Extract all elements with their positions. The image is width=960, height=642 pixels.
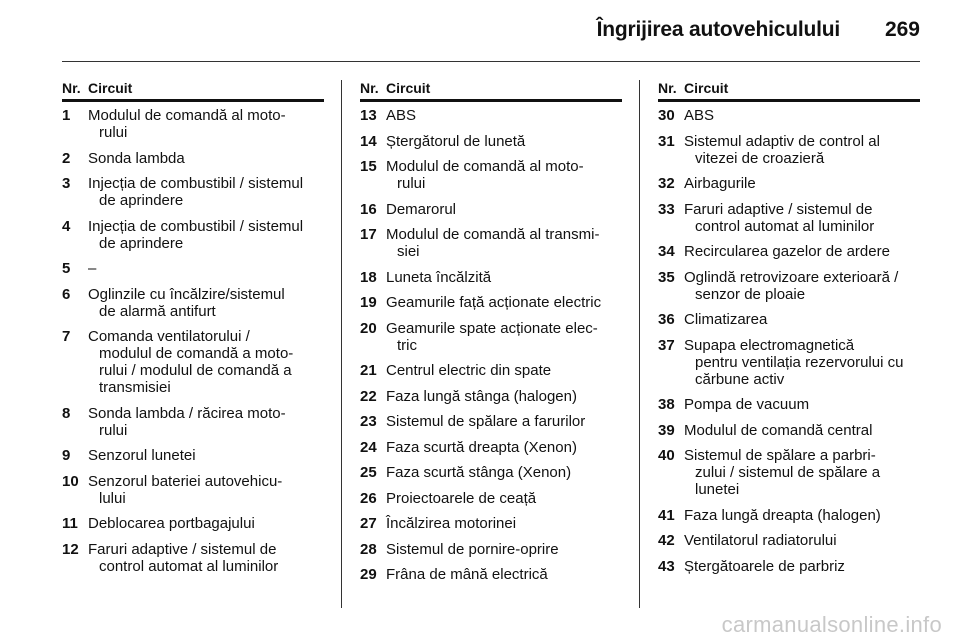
circuit-number: 16 (360, 200, 377, 218)
column-divider (341, 80, 342, 608)
description-line: Senzorul lunetei (88, 447, 196, 464)
circuit-number: 8 (62, 404, 71, 422)
table-row (62, 150, 324, 167)
description-line: Ventilatorul radiatorului (684, 532, 837, 549)
circuit-number: 41 (658, 506, 675, 524)
circuit-number: 5 (62, 260, 71, 277)
description-line: senzor de ploaie (695, 285, 806, 303)
circuit-number: 12 (62, 540, 79, 558)
circuit-number: 11 (62, 515, 78, 532)
circuit-number: 20 (360, 319, 377, 337)
circuit-description (386, 320, 622, 354)
description-line: control automat al luminilor (695, 217, 875, 235)
circuit-number: 36 (658, 311, 675, 328)
watermark: carmanualsonline.info (721, 612, 942, 637)
description-line: Senzorul bateriei autovehicu- (88, 472, 283, 490)
table-row (360, 201, 622, 218)
description-line: Sistemul adaptiv de control al (684, 132, 880, 150)
circuit-description (684, 507, 920, 524)
circuit-description (386, 439, 622, 456)
circuit-description (386, 158, 622, 192)
fuse-table-column-3 (658, 80, 920, 583)
table-row (658, 396, 920, 413)
circuit-description (684, 133, 920, 167)
circuit-description (386, 269, 622, 286)
circuit-description (88, 473, 324, 507)
table-row (62, 107, 324, 141)
description-line: lului (99, 489, 126, 507)
table-row (62, 286, 324, 320)
circuit-description (88, 405, 324, 439)
description-line: control automat al luminilor (99, 557, 279, 575)
description-line: rului (397, 175, 426, 192)
circuit-description (684, 311, 920, 328)
circuit-description (88, 515, 324, 532)
table-row (360, 226, 622, 260)
header-circuit: Circuit (684, 80, 729, 96)
circuit-description (684, 422, 920, 439)
circuit-description (684, 447, 920, 498)
description-line: Injecția de combustibil / sistemul (88, 217, 304, 235)
description-line: transmisiei (99, 379, 171, 396)
circuit-description (684, 337, 920, 388)
description-line: rului (99, 421, 128, 439)
circuit-number: 6 (62, 285, 71, 303)
circuit-number: 27 (360, 515, 377, 532)
description-line: Sonda lambda / răcirea moto- (88, 404, 286, 422)
circuit-number: 7 (62, 328, 71, 345)
circuit-number: 37 (658, 336, 675, 354)
table-row (360, 133, 622, 150)
table-header (658, 80, 920, 102)
table-row (360, 107, 622, 124)
description-line: Sistemul de pornire-oprire (386, 540, 559, 558)
table-row (658, 243, 920, 260)
table-rows (62, 102, 324, 575)
circuit-number: 35 (658, 268, 675, 286)
description-line: Sonda lambda (88, 149, 185, 167)
description-line: siei (397, 243, 420, 260)
circuit-description (386, 107, 622, 124)
circuit-number: 26 (360, 489, 377, 507)
circuit-number: 25 (360, 464, 377, 481)
circuit-description (88, 175, 324, 209)
header-circuit: Circuit (386, 80, 431, 96)
description-line: Ștergătoarele de parbriz (684, 557, 845, 575)
description-line: Faruri adaptive / sistemul de (684, 200, 873, 218)
circuit-description (88, 328, 324, 396)
circuit-number: 40 (658, 447, 675, 464)
circuit-number: 21 (360, 362, 377, 379)
table-row (62, 541, 324, 575)
description-line: Modulul de comandă al moto- (88, 107, 286, 124)
circuit-description (684, 558, 920, 575)
header-nr: Nr. (658, 80, 677, 96)
circuit-number: 9 (62, 447, 71, 464)
circuit-description (386, 413, 622, 430)
circuit-number: 33 (658, 200, 675, 218)
circuit-description (88, 260, 324, 277)
header-circuit: Circuit (88, 80, 133, 96)
description-line: Faza lungă stânga (halogen) (386, 387, 577, 405)
table-row (360, 490, 622, 507)
circuit-number: 2 (62, 149, 71, 167)
description-line: rului (99, 124, 128, 141)
table-row (658, 422, 920, 439)
circuit-description (386, 464, 622, 481)
circuit-number: 38 (658, 396, 675, 413)
table-row (360, 464, 622, 481)
description-line: rului / modulul de comandă a (99, 362, 292, 379)
circuit-number: 14 (360, 132, 377, 150)
description-line: Modulul de comandă al moto- (386, 158, 584, 175)
description-line: Faza scurtă stânga (Xenon) (386, 464, 572, 481)
circuit-description (386, 201, 622, 218)
circuit-number: 17 (360, 226, 377, 243)
circuit-number: 39 (658, 421, 675, 439)
table-row (658, 201, 920, 235)
circuit-number: 43 (658, 557, 675, 575)
table-row (62, 447, 324, 464)
circuit-number: 32 (658, 175, 675, 192)
circuit-number: 29 (360, 566, 377, 583)
circuit-number: 10 (62, 472, 79, 490)
description-line: Sistemul de spălare a parbri- (684, 447, 876, 464)
circuit-number: 19 (360, 294, 377, 311)
table-row (62, 328, 324, 396)
circuit-description (684, 269, 920, 303)
description-line: Climatizarea (684, 311, 768, 328)
description-line: Oglindă retrovizoare exterioară / (684, 268, 899, 286)
table-row (658, 269, 920, 303)
section-title: Îngrijirea autovehiculului (596, 18, 840, 41)
description-line: Faza scurtă dreapta (Xenon) (386, 438, 577, 456)
description-line: Ștergătorul de lunetă (386, 132, 526, 150)
description-line: vitezei de croazieră (695, 149, 825, 167)
header-divider (62, 61, 920, 62)
description-line: Injecția de combustibil / sistemul (88, 175, 304, 192)
circuit-description (88, 286, 324, 320)
circuit-number: 34 (658, 243, 675, 260)
description-line: lunetei (695, 481, 740, 498)
description-line: Comanda ventilatorului / (88, 328, 250, 345)
circuit-description (684, 175, 920, 192)
circuit-description (88, 541, 324, 575)
description-line: Supapa electromagnetică (684, 336, 855, 354)
circuit-description (386, 541, 622, 558)
description-line: Luneta încălzită (386, 268, 492, 286)
description-line: Recircularea gazelor de ardere (684, 243, 890, 260)
table-row (360, 320, 622, 354)
circuit-number: 13 (360, 107, 377, 124)
circuit-number: 18 (360, 268, 377, 286)
table-row (360, 413, 622, 430)
description-line: – (88, 260, 97, 277)
description-line: Proiectoarele de ceață (386, 489, 537, 507)
description-line: Pompa de vacuum (684, 396, 810, 413)
circuit-number: 23 (360, 413, 377, 430)
table-row (360, 439, 622, 456)
circuit-description (88, 107, 324, 141)
table-row (62, 473, 324, 507)
circuit-description (684, 201, 920, 235)
description-line: Încălzirea motorinei (386, 515, 517, 532)
table-row (360, 388, 622, 405)
circuit-number: 4 (62, 217, 71, 235)
circuit-description (684, 396, 920, 413)
circuit-number: 28 (360, 540, 377, 558)
description-line: Modulul de comandă al transmi- (386, 226, 600, 243)
description-line: Faruri adaptive / sistemul de (88, 540, 277, 558)
fuse-table-column-2 (360, 80, 622, 592)
table-row (62, 260, 324, 277)
description-line: Centrul electric din spate (386, 362, 552, 379)
description-line: Airbagurile (684, 175, 756, 192)
description-line: de aprindere (99, 234, 184, 252)
description-line: Modulul de comandă central (684, 421, 873, 439)
table-row (658, 447, 920, 498)
table-row (658, 133, 920, 167)
description-line: ABS (684, 107, 715, 124)
circuit-number: 3 (62, 175, 71, 192)
table-row (62, 515, 324, 532)
page-number: 269 (884, 18, 920, 41)
description-line: Geamurile spate acționate elec- (386, 319, 598, 337)
circuit-description (386, 490, 622, 507)
table-row (658, 337, 920, 388)
table-row (658, 107, 920, 124)
circuit-description (386, 566, 622, 583)
description-line: Deblocarea portbagajului (88, 515, 255, 532)
table-row (658, 532, 920, 549)
circuit-description (684, 243, 920, 260)
table-row (658, 507, 920, 524)
table-row (360, 269, 622, 286)
table-header (62, 80, 324, 102)
circuit-description (386, 362, 622, 379)
table-row (360, 541, 622, 558)
circuit-description (88, 150, 324, 167)
circuit-description (684, 532, 920, 549)
description-line: cărbune activ (695, 370, 785, 388)
table-row (658, 175, 920, 192)
description-line: tric (397, 336, 417, 354)
circuit-description (386, 226, 622, 260)
table-row (360, 294, 622, 311)
table-row (360, 362, 622, 379)
table-row (360, 158, 622, 192)
circuit-description (684, 107, 920, 124)
description-line: Demarorul (386, 200, 457, 218)
circuit-number: 1 (62, 107, 71, 124)
table-rows (360, 102, 622, 583)
circuit-number: 30 (658, 107, 675, 124)
page-header (0, 0, 960, 60)
table-rows (658, 102, 920, 575)
circuit-description (386, 294, 622, 311)
circuit-number: 31 (658, 132, 675, 150)
description-line: Geamurile față acționate electric (386, 294, 602, 311)
circuit-description (386, 388, 622, 405)
description-line: Frâna de mână electrică (386, 566, 548, 583)
description-line: Oglinzile cu încălzire/sistemul (88, 285, 285, 303)
circuit-description (88, 447, 324, 464)
table-row (658, 311, 920, 328)
table-row (62, 405, 324, 439)
table-row (360, 566, 622, 583)
circuit-description (386, 515, 622, 532)
description-line: pentru ventilația rezervorului cu (695, 353, 904, 371)
table-header (360, 80, 622, 102)
description-line: Faza lungă dreapta (halogen) (684, 506, 881, 524)
circuit-number: 42 (658, 532, 675, 549)
circuit-description (88, 218, 324, 252)
header-nr: Nr. (62, 80, 81, 96)
description-line: zului / sistemul de spălare a (695, 464, 881, 481)
circuit-number: 15 (360, 158, 377, 175)
table-row (62, 218, 324, 252)
fuse-table-column-1 (62, 80, 324, 583)
description-line: de aprindere (99, 192, 184, 209)
header-nr: Nr. (360, 80, 379, 96)
description-line: Sistemul de spălare a farurilor (386, 413, 586, 430)
column-divider (639, 80, 640, 608)
description-line: ABS (386, 107, 417, 124)
table-row (658, 558, 920, 575)
description-line: modulul de comandă a moto- (99, 345, 294, 362)
circuit-number: 24 (360, 438, 377, 456)
description-line: de alarmă antifurt (99, 302, 216, 320)
table-row (360, 515, 622, 532)
circuit-number: 22 (360, 387, 377, 405)
circuit-description (386, 133, 622, 150)
table-row (62, 175, 324, 209)
